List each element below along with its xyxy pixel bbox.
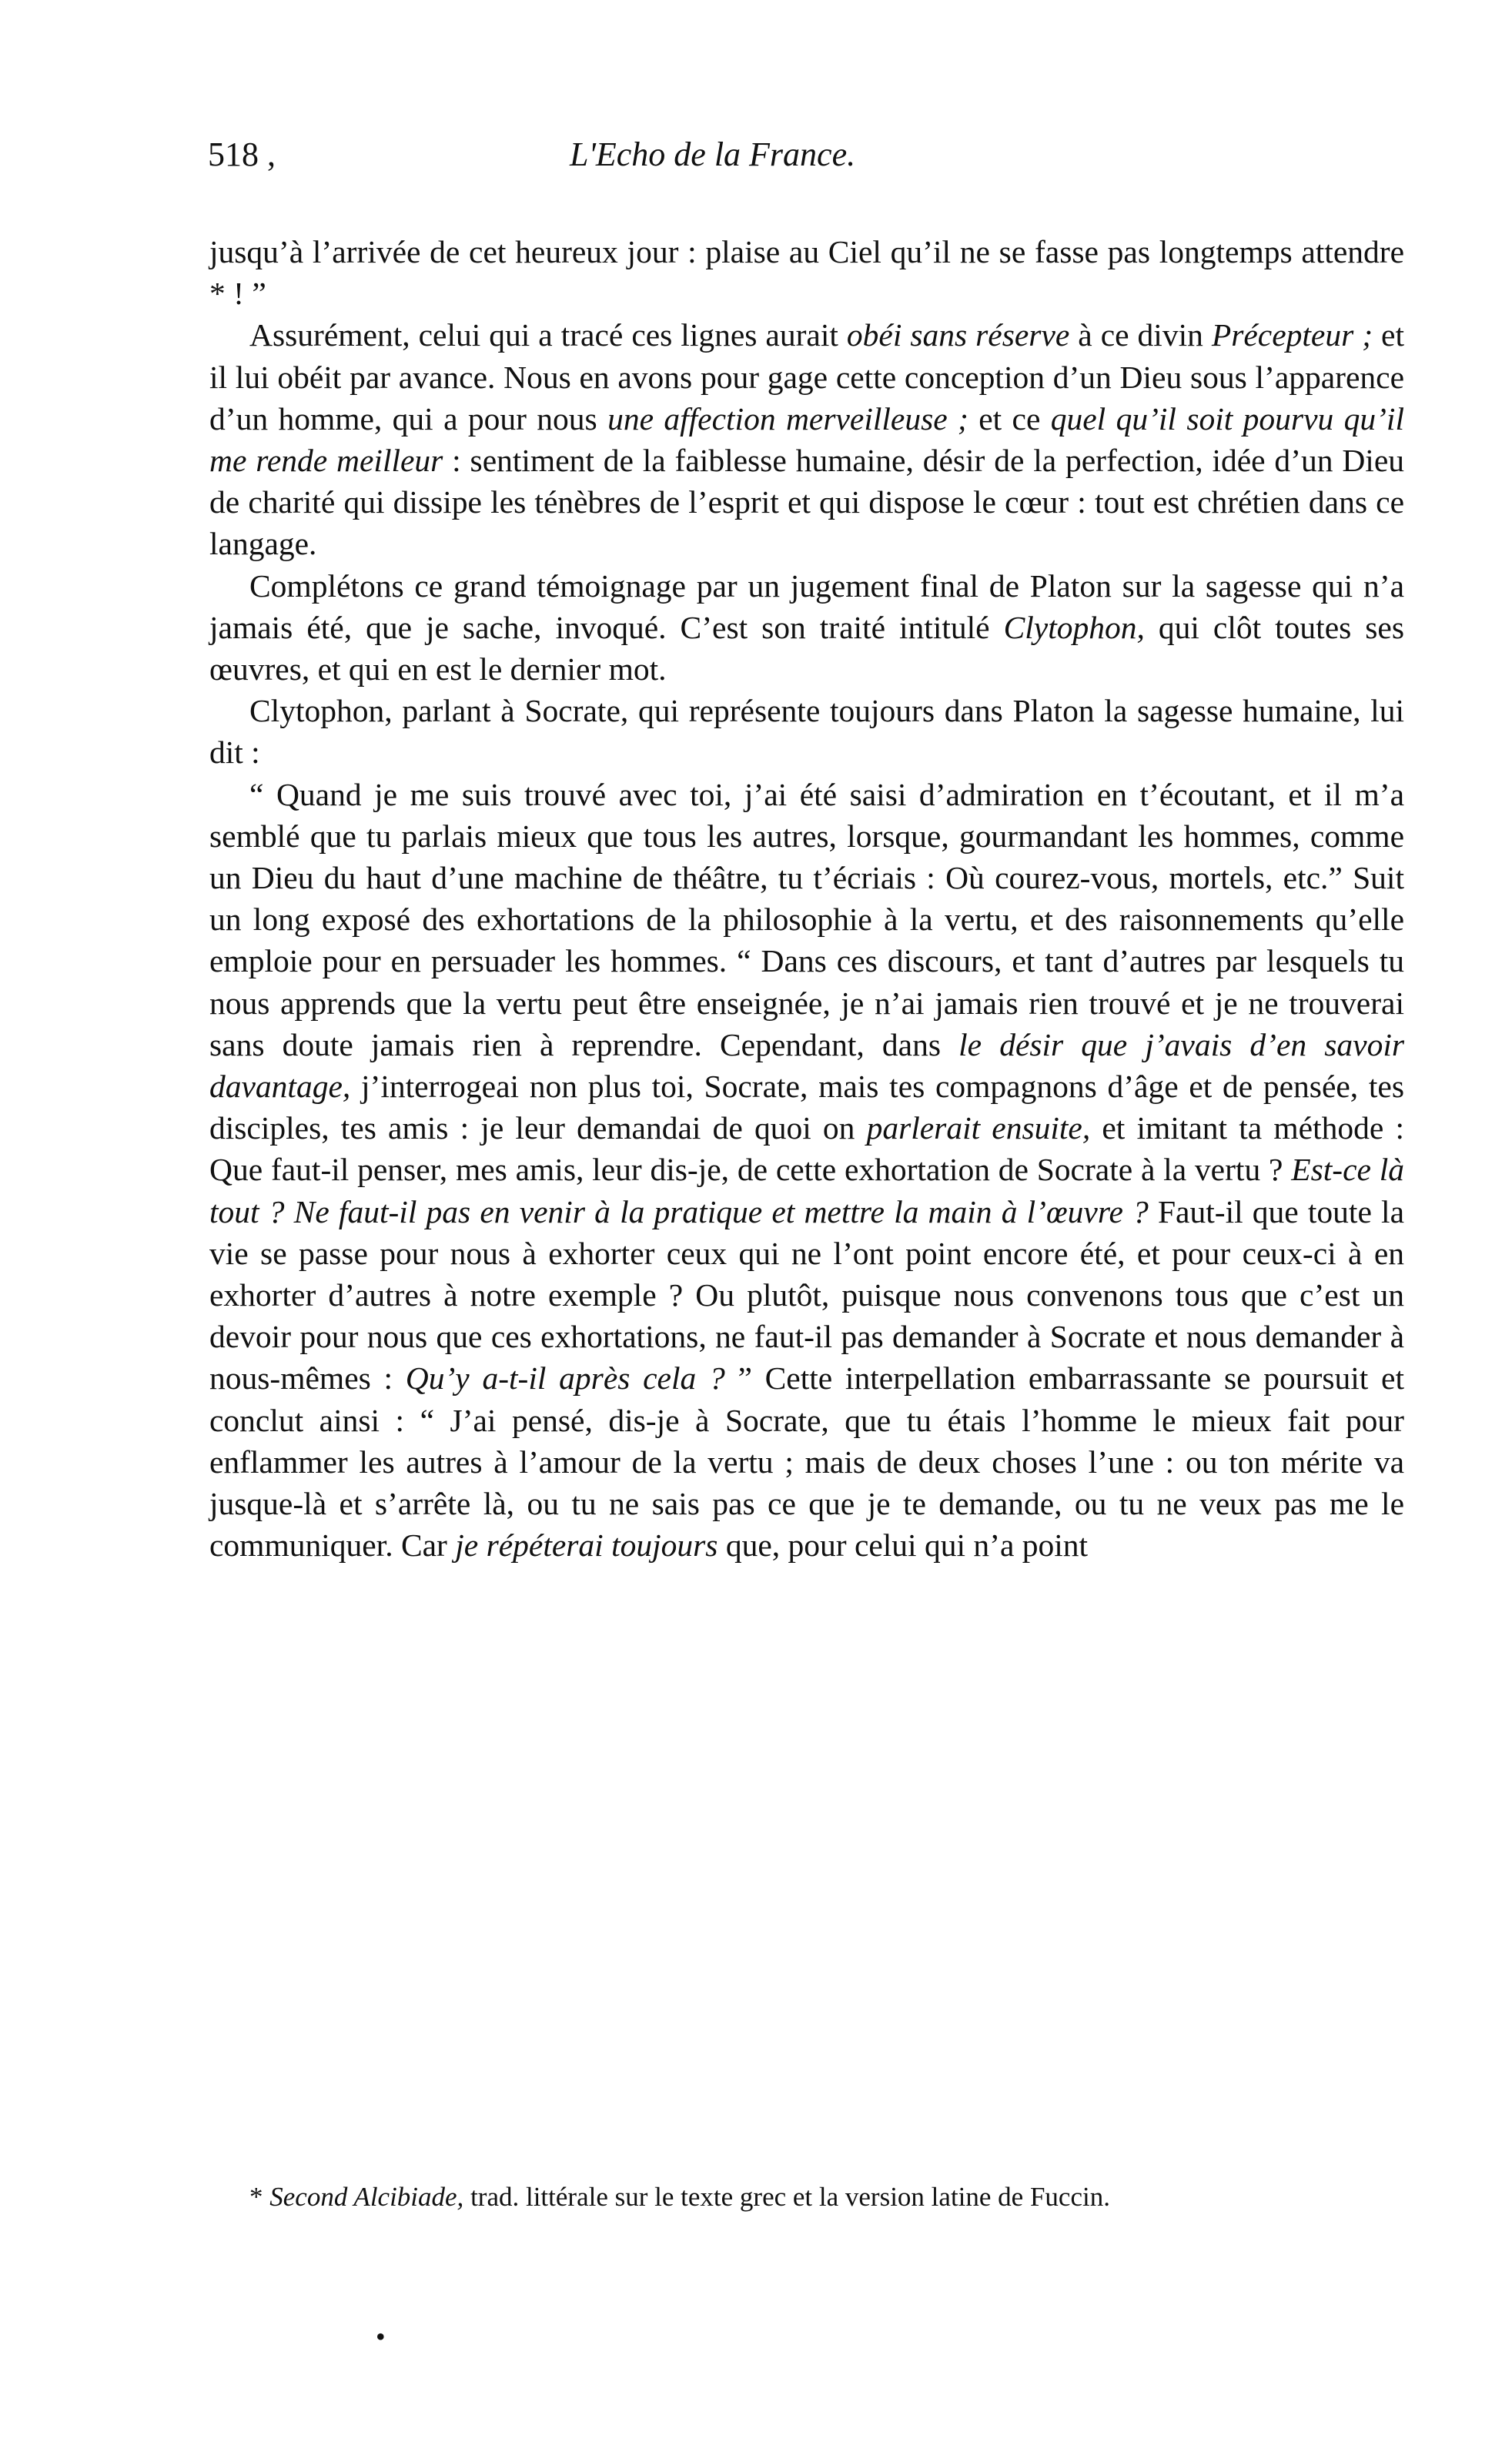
text-run: à ce divin: [1069, 317, 1212, 353]
italic-text: le désir que j’avais d’en savoir davantage,: [209, 1026, 1405, 1105]
paragraph: [209, 314, 1404, 564]
body-text: [209, 231, 1404, 1567]
text-run: Clytophon, parlant à Socrate, qui représente toujours dans Platon la sagesse humaine, lui dit :: [209, 693, 1404, 771]
text-run: j’interrogeai non plus toi, Socrate, mais tes compagnons d’âge et de pensée, tes disciples, tes amis : je leur demandai de quoi on: [209, 1069, 1404, 1146]
italic-text: Clytophon,: [1003, 609, 1145, 645]
italic-text: Qu’y a-t-il après cela ?: [405, 1360, 725, 1397]
italic-text: Est-ce là tout ? Ne faut-il pas en venir à la pratique et mettre la main à l’œuvre ?: [209, 1152, 1404, 1229]
text-run: trad. littérale sur le texte grec et la version latine de Fuccin.: [463, 2182, 1110, 2212]
italic-text: je répéterai toujours: [455, 1527, 718, 1564]
text-run: Faut-il que toute la vie se passe pour nous à exhorter ceux qui ne l’ont point encore été, et pour ceux-ci à en exhorter d’autres à notre exemple ? Ou plutôt, puisque nous convenons tous que c’est un devoir pour nous que ces exhortations, ne faut-il pas demander à Socrate et nous demander à nous-mêmes :: [209, 1193, 1404, 1397]
stray-mark: •: [376, 2321, 386, 2352]
text-run: Assurément, celui qui a tracé ces lignes aurait: [249, 317, 847, 353]
italic-text: parlerait ensuite,: [866, 1110, 1091, 1146]
text-run: *: [249, 2182, 270, 2212]
italic-text: obéi sans réserve: [846, 317, 1070, 353]
text-run: ” Cette interpellation embarrassante se poursuit et conclut ainsi : “ J’ai pensé, dis-je à Socrate, que tu étais l’homme le mieux fait pour enflammer les autres à l’amour de la vertu ; mais de deux choses l’une : ou ton mérite va jusque-là et s’arrête là, ou tu ne sais pas ce que je te demande, ou tu ne veux pas me le communiquer. Car: [209, 1360, 1404, 1564]
footnote: [209, 2177, 1404, 2217]
text-run: “ Quand je me suis trouvé avec toi, j’ai été saisi d’admiration en t’écoutant, et il m’a semblé que tu parlais mieux que tous les autres, lorsque, gourmandant les hommes, comme un Dieu du haut d’une machine de théâtre, tu t’écriais : Où courez-vous, mortels, etc.” Suit un long exposé des exhortations de la philosophie à la vertu, et des raisonnements qu’elle emploie pour en persuader les hommes. “ Dans ces discours, et tant d’autres par lesquels tu nous apprends que la vertu peut être enseignée, je n’ai jamais rien trouvé et je ne trouverai sans doute jamais rien à reprendre. Cependant, dans: [209, 776, 1404, 1062]
paragraph: [209, 565, 1404, 691]
page-header: [208, 135, 1409, 189]
italic-text: une affection merveilleuse ;: [607, 400, 968, 437]
text-run: qui clôt toutes ses œuvres, et qui en est le dernier mot.: [209, 609, 1404, 687]
paragraph: [209, 231, 1404, 314]
text-run: et imitant ta méthode : Que faut-il penser, mes amis, leur dis-je, de cette exhortation de Socrate à la vertu ?: [209, 1110, 1404, 1188]
page-number: 518 ,: [208, 135, 276, 173]
text-run: et ce: [968, 400, 1051, 437]
paragraph: [209, 690, 1404, 773]
text-run: jusqu’à l’arrivée de cet heureux jour : plaise au Ciel qu’il ne se fasse pas longtemps attendre * ! ”: [209, 234, 1404, 312]
italic-text: Précepteur ;: [1211, 317, 1373, 353]
text-run: : sentiment de la faiblesse humaine, désir de la perfection, idée d’un Dieu de charité qui dissipe les ténèbres de l’esprit et qui dispose le cœur : tout est chrétien dans ce langage.: [209, 443, 1404, 562]
paragraph: [209, 774, 1404, 1567]
text-run: que, pour celui qui n’a point: [718, 1527, 1089, 1564]
text-run: Complétons ce grand témoignage par un jugement final de Platon sur la sagesse qui n’a jamais été, que je sache, invoqué. C’est son traité intitulé: [209, 567, 1404, 645]
italic-text: Second Alcibiade,: [269, 2182, 464, 2212]
running-title: L'Echo de la France.: [570, 135, 856, 173]
italic-text: quel qu’il soit pourvu qu’il me rende meilleur: [209, 400, 1404, 479]
text-run: et il lui obéit par avance. Nous en avons pour gage cette conception d’un Dieu sous l’apparence d’un homme, qui a pour nous: [209, 317, 1404, 437]
